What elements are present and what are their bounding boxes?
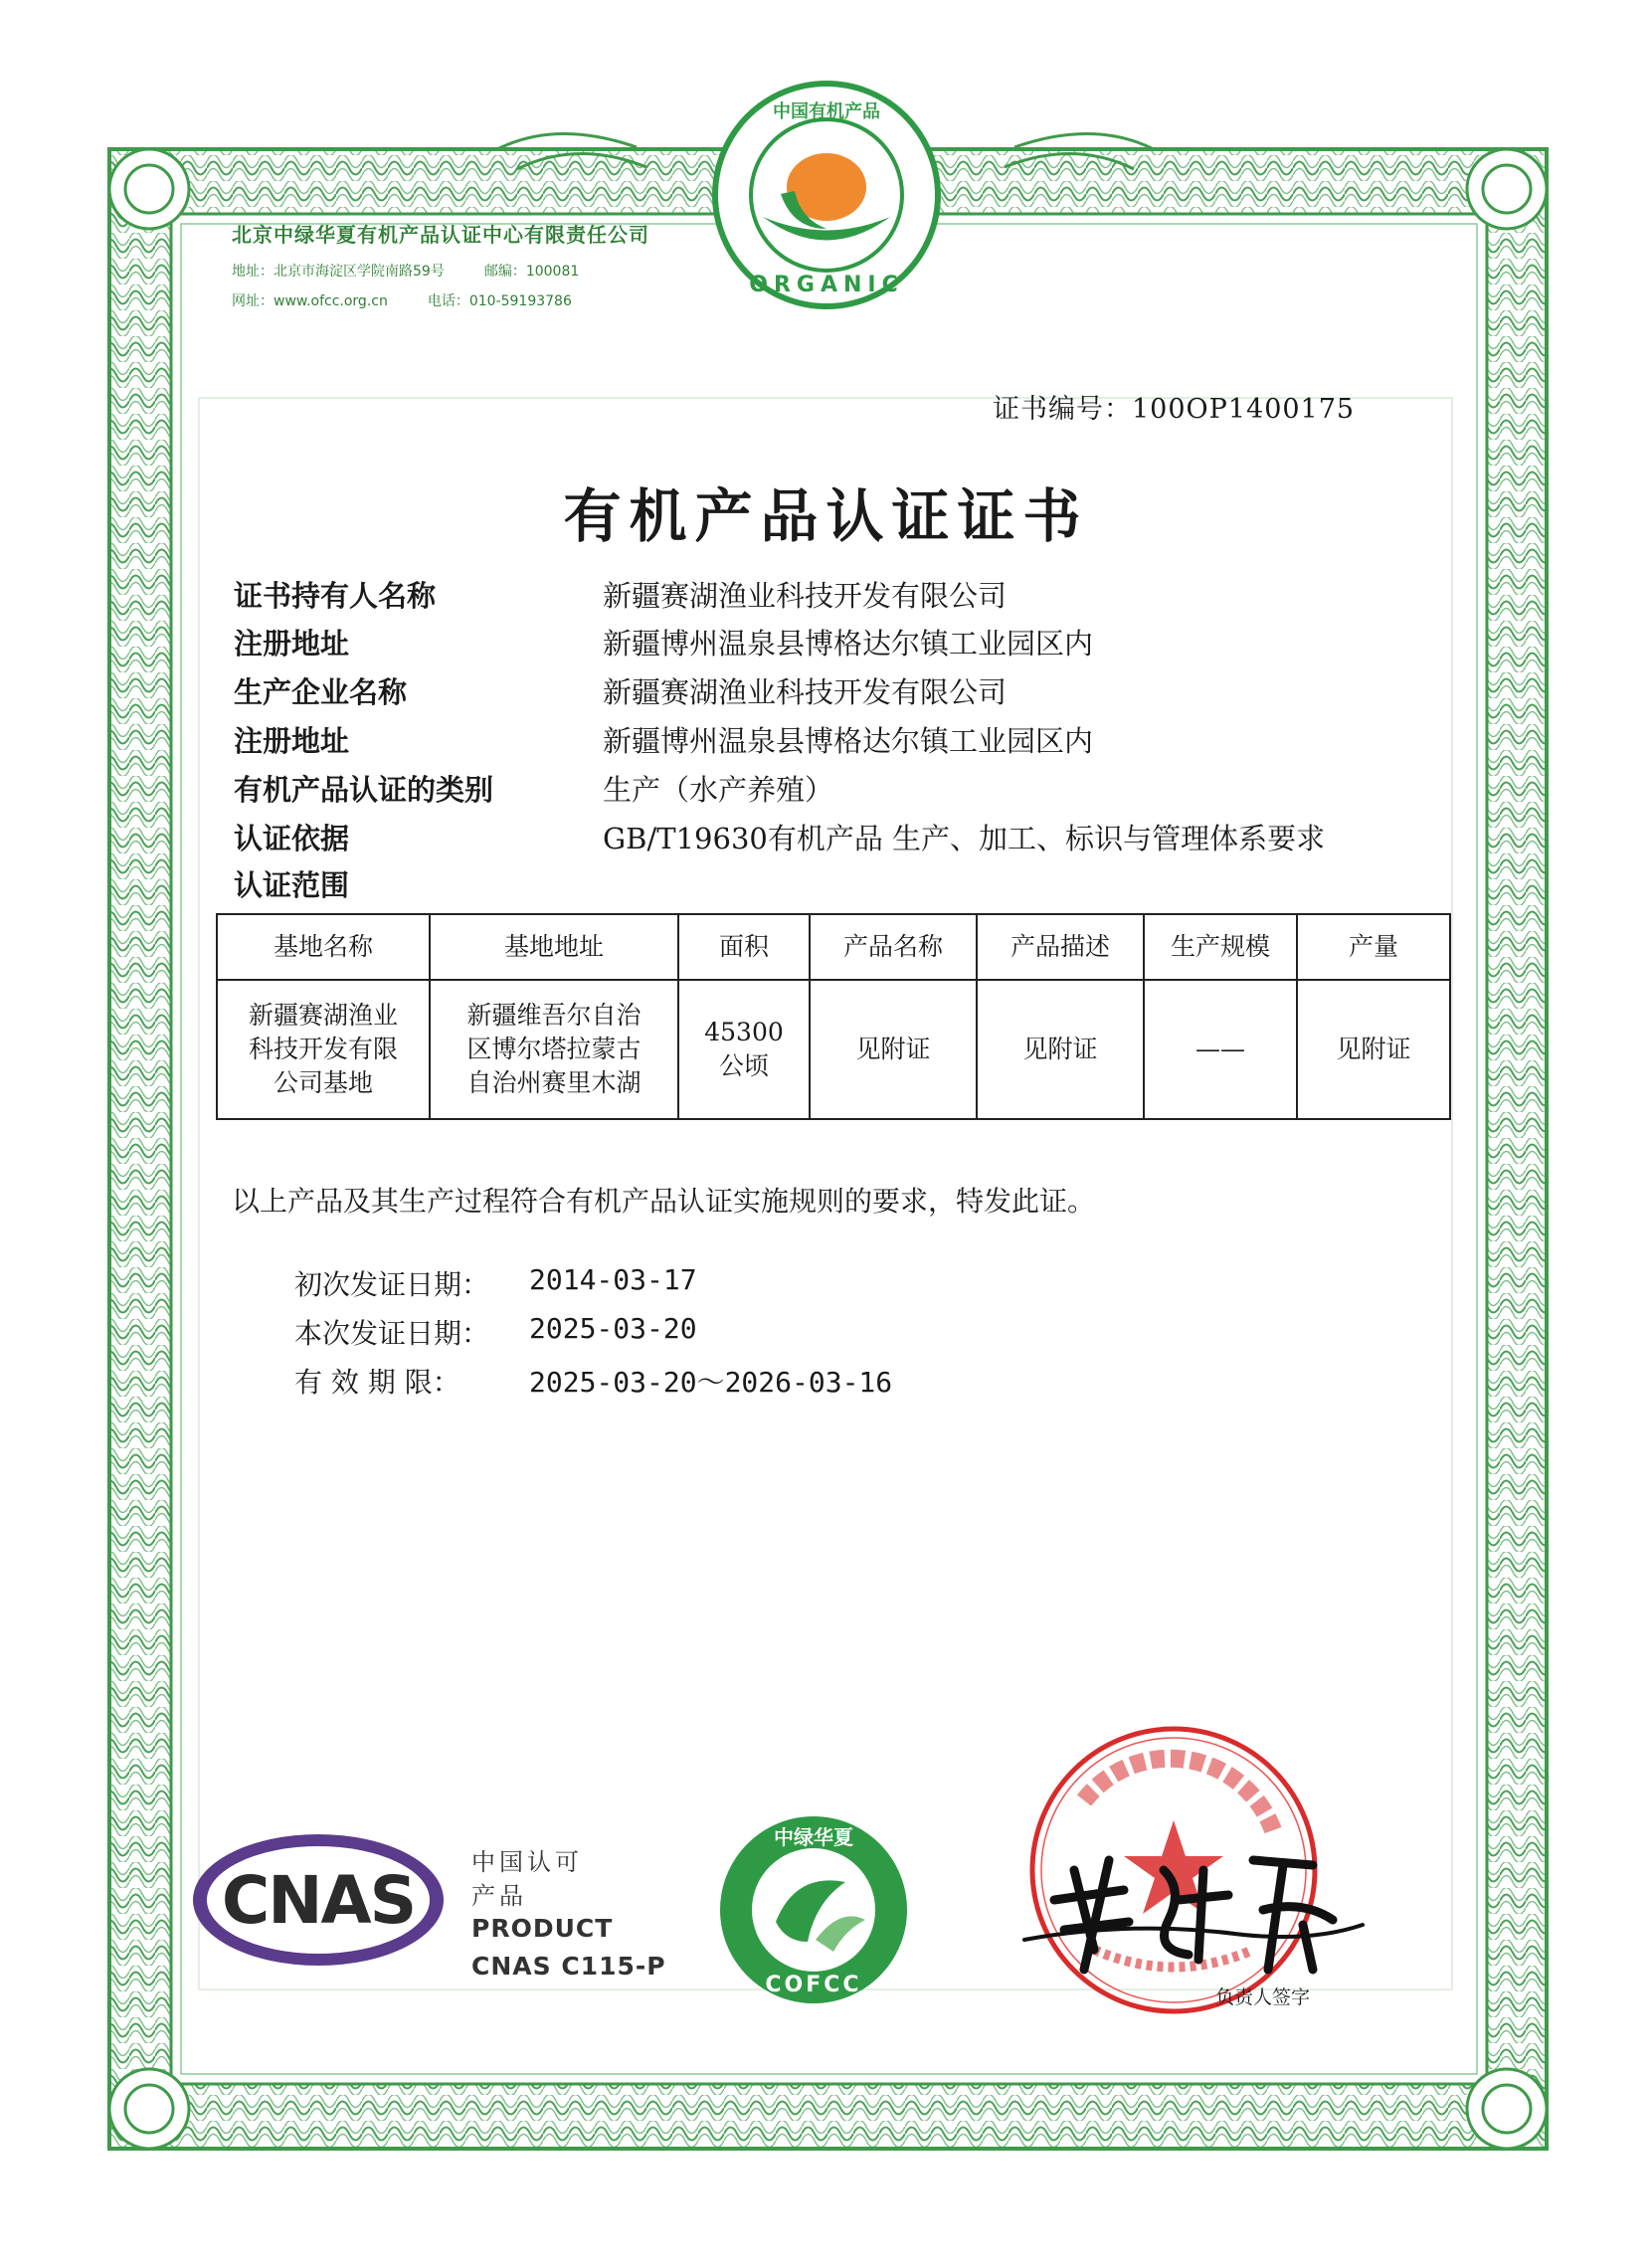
- signature: [1014, 1830, 1373, 1980]
- area-value: 45300: [704, 1018, 784, 1047]
- issuer-contact-line: [232, 290, 572, 310]
- base-name-line: 科技开发有限: [248, 1035, 398, 1064]
- issuer-phone: 电话：010-59193786: [427, 293, 572, 309]
- scope-cell-product-description: 见附证: [977, 980, 1144, 1119]
- scope-table: [216, 913, 1451, 1120]
- scope-header-base-name: 基地名称: [217, 914, 430, 980]
- field-value-producer: 新疆赛湖渔业科技开发有限公司: [603, 675, 1008, 709]
- field-value-holder: 新疆赛湖渔业科技开发有限公司: [603, 579, 1008, 613]
- date-value-current: 2025-03-20: [529, 1312, 697, 1345]
- scope-cell-output: 见附证: [1297, 980, 1450, 1119]
- cofcc-logo: [716, 1812, 911, 2007]
- scope-table-header-row: [217, 914, 1450, 980]
- certificate-number: [993, 387, 1355, 426]
- field-label-category: 有机产品认证的类别: [234, 773, 494, 807]
- issuer-postcode: 邮编：100081: [483, 264, 580, 280]
- organic-logo: [711, 80, 942, 310]
- base-name-line: 新疆赛湖渔业: [248, 1001, 398, 1031]
- cnas-line-4: CNAS C115-P: [471, 1952, 666, 1981]
- field-label-scope: 认证范围: [234, 868, 350, 902]
- issuer-address-line: [232, 261, 579, 281]
- cnas-logo-text: CNAS: [221, 1862, 416, 1939]
- field-label-address-1: 注册地址: [234, 627, 350, 661]
- cnas-line-3: PRODUCT: [471, 1914, 614, 1943]
- base-address-line: 区博尔塔拉蒙古: [466, 1035, 642, 1064]
- certificate-number-label: 证书编号：: [993, 394, 1132, 425]
- signature-caption: 负责人签字: [1215, 1986, 1311, 2008]
- area-unit: 公顷: [718, 1051, 769, 1080]
- scope-cell-production-scale: ——: [1144, 980, 1297, 1119]
- date-label-current: 本次发证日期：: [294, 1317, 490, 1350]
- scope-cell-area: [678, 980, 810, 1119]
- base-address-line: 自治州赛里木湖: [466, 1067, 642, 1097]
- base-name-line: 公司基地: [273, 1067, 373, 1097]
- cofcc-logo-top-text: 中绿华夏: [774, 1825, 853, 1849]
- date-value-initial: 2014-03-17: [529, 1263, 697, 1296]
- scope-header-product-name: 产品名称: [810, 914, 977, 980]
- field-label-address-2: 注册地址: [234, 724, 350, 758]
- field-value-address-1: 新疆博州温泉县博格达尔镇工业园区内: [603, 627, 1094, 661]
- scope-header-area: 面积: [678, 914, 810, 980]
- field-label-holder: 证书持有人名称: [234, 579, 437, 613]
- organic-logo-bottom-text: ORGANIC: [749, 273, 904, 297]
- cnas-line-2: 产品: [471, 1882, 527, 1910]
- issuer-address: 地址：北京市海淀区学院南路59号: [232, 264, 445, 280]
- field-label-producer: 生产企业名称: [234, 675, 408, 709]
- scope-header-base-address: 基地地址: [430, 914, 678, 980]
- certification-statement: 以上产品及其生产过程符合有机产品认证实施规则的要求，特发此证。: [232, 1185, 1096, 1218]
- table-row: [217, 980, 1450, 1119]
- issuer-name: 北京中绿华夏有机产品认证中心有限责任公司: [232, 223, 649, 247]
- organic-logo-top-text: 中国有机产品: [773, 101, 880, 122]
- date-label-initial: 初次发证日期：: [294, 1268, 490, 1301]
- scope-header-production-scale: 生产规模: [1144, 914, 1297, 980]
- issuer-website: 网址：www.ofcc.org.cn: [232, 293, 388, 309]
- field-value-category: 生产（水产养殖）: [603, 773, 834, 807]
- date-value-validity: 2025-03-20～2026-03-16: [529, 1366, 893, 1399]
- cnas-line-1: 中国认可: [471, 1848, 583, 1876]
- scope-cell-base-address: [430, 980, 678, 1119]
- certificate-number-value: 100OP1400175: [1132, 394, 1356, 425]
- scope-cell-base-name: [217, 980, 430, 1119]
- cofcc-logo-bottom-text: COFCC: [765, 1973, 862, 1997]
- field-label-basis: 认证依据: [234, 822, 350, 855]
- field-value-basis: GB/T19630有机产品 生产、加工、标识与管理体系要求: [603, 822, 1326, 855]
- scope-header-product-description: 产品描述: [977, 914, 1144, 980]
- field-value-address-2: 新疆博州温泉县博格达尔镇工业园区内: [603, 724, 1094, 758]
- cnas-logo: [189, 1830, 448, 1970]
- scope-header-output: 产量: [1297, 914, 1450, 980]
- base-address-line: 新疆维吾尔自治: [466, 1001, 642, 1031]
- scope-cell-product-name: 见附证: [810, 980, 977, 1119]
- certificate-title: 有机产品认证证书: [563, 482, 1089, 550]
- date-label-validity: 有 效 期 限：: [294, 1366, 460, 1399]
